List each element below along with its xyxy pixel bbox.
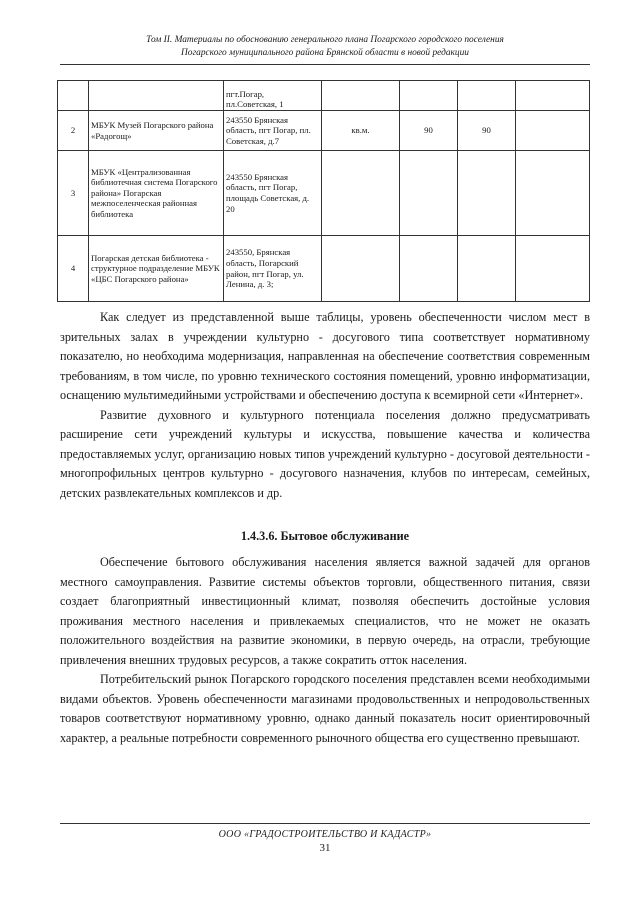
facility-name: МБУК «Централизованная библиотечная система Погарского района» Погарская межпоселенческая районная библиотека xyxy=(89,151,224,236)
table-row xyxy=(58,81,590,111)
table-row xyxy=(58,151,590,236)
facility-address: 243550 Брянская область, пгт Погар, площадь Советская, д. 20 xyxy=(224,151,322,236)
paragraph: Потребительский рынок Погарского городского поселения представлен всеми необходимыми видами объектов. Уровень обеспеченности магазинами продовольственных и непродовольственных товаров соответствуют нормативному уровню, однако данный показатель носит ориентировочный характер, а реальные потребности современного рыночного общества его существенно превышают. xyxy=(60,672,590,745)
value-cell xyxy=(516,236,590,302)
row-number: 3 xyxy=(58,151,89,236)
footer-rule xyxy=(60,823,590,824)
value-cell: 90 xyxy=(400,111,458,151)
paragraph: Обеспечение бытового обслуживания населения является важной задачей для органов местного самоуправления. Развитие системы объектов торговли, общественного питания, связи создает благоприятный инвестиционный климат, позволяя обеспечить достойные условия проживания местного населения и привлекаемых специалистов, что не может не оказать положительного воздействия на развитие экономики, в первую очередь, на отрасли, требующие привлечения внешних трудовых ресурсов, а также сократить отток населения. xyxy=(60,555,590,667)
unit-cell xyxy=(322,81,400,111)
unit-cell xyxy=(322,236,400,302)
table-row xyxy=(58,236,590,302)
unit-cell: кв.м. xyxy=(322,111,400,151)
text-block-services xyxy=(60,553,590,748)
value-cell xyxy=(458,236,516,302)
value-cell xyxy=(400,151,458,236)
facility-address: 243550, Брянская область, Погарский район, пгт Погар, ул. Ленина, д. 3; xyxy=(224,236,322,302)
facility-address: 243550 Брянская область, пгт Погар, пл. Советская, д.7 xyxy=(224,111,322,151)
facility-name: МБУК Музей Погарского района «Радогощ» xyxy=(89,111,224,151)
row-number xyxy=(58,81,89,111)
row-number: 4 xyxy=(58,236,89,302)
value-cell xyxy=(516,151,590,236)
header-line-2: Погарского муниципального района Брянской области в новой редакции xyxy=(181,48,469,58)
table-row xyxy=(58,111,590,151)
facility-name: Погарская детская библиотека - структурное подразделение МБУК «ЦБС Погарского района» xyxy=(89,236,224,302)
unit-cell xyxy=(322,151,400,236)
header-line-1: Том II. Материалы по обоснованию генерального плана Погарского городского поселения xyxy=(146,35,504,45)
value-cell xyxy=(400,236,458,302)
value-cell xyxy=(516,81,590,111)
running-header xyxy=(60,34,590,60)
section-heading: 1.4.3.6. Бытовое обслуживание xyxy=(240,529,410,543)
row-number: 2 xyxy=(58,111,89,151)
value-cell xyxy=(458,81,516,111)
page-number: 31 xyxy=(319,842,331,854)
text-block-culture xyxy=(60,308,590,503)
value-cell xyxy=(516,111,590,151)
facilities-table xyxy=(57,80,590,302)
value-cell: 90 xyxy=(458,111,516,151)
footer-company: ООО «ГРАДОСТРОИТЕЛЬСТВО И КАДАСТР» xyxy=(218,829,432,840)
header-rule xyxy=(60,64,590,65)
facility-address: пгт.Погар, пл.Советская, 1 xyxy=(224,81,322,111)
facility-name xyxy=(89,81,224,111)
value-cell xyxy=(400,81,458,111)
paragraph: Развитие духовного и культурного потенциала поселения должно предусматривать расширение сети учреждений культуры и искусства, повышение качества и количества предоставляемых услуг, организацию новых типов учреждений культурно - досуговой деятельности - многопрофильных центров культурно - досугового назначения, клубов по интересам, семейных, детских развлекательных комплексов и др. xyxy=(60,407,590,500)
paragraph: Как следует из представленной выше таблицы, уровень обеспеченности числом мест в зрительных залах в учреждении культурно - досугового типа соответствует нормативному показателю, но необходима модернизация, направленная на обеспечение соответствия современным требованиям, в том числе, по уровню технического состояния помещений, уровню информатизации, оснащению мультимедийными устройствами и обеспечению доступа к всемирной сети «Интернет». xyxy=(60,310,590,402)
value-cell xyxy=(458,151,516,236)
